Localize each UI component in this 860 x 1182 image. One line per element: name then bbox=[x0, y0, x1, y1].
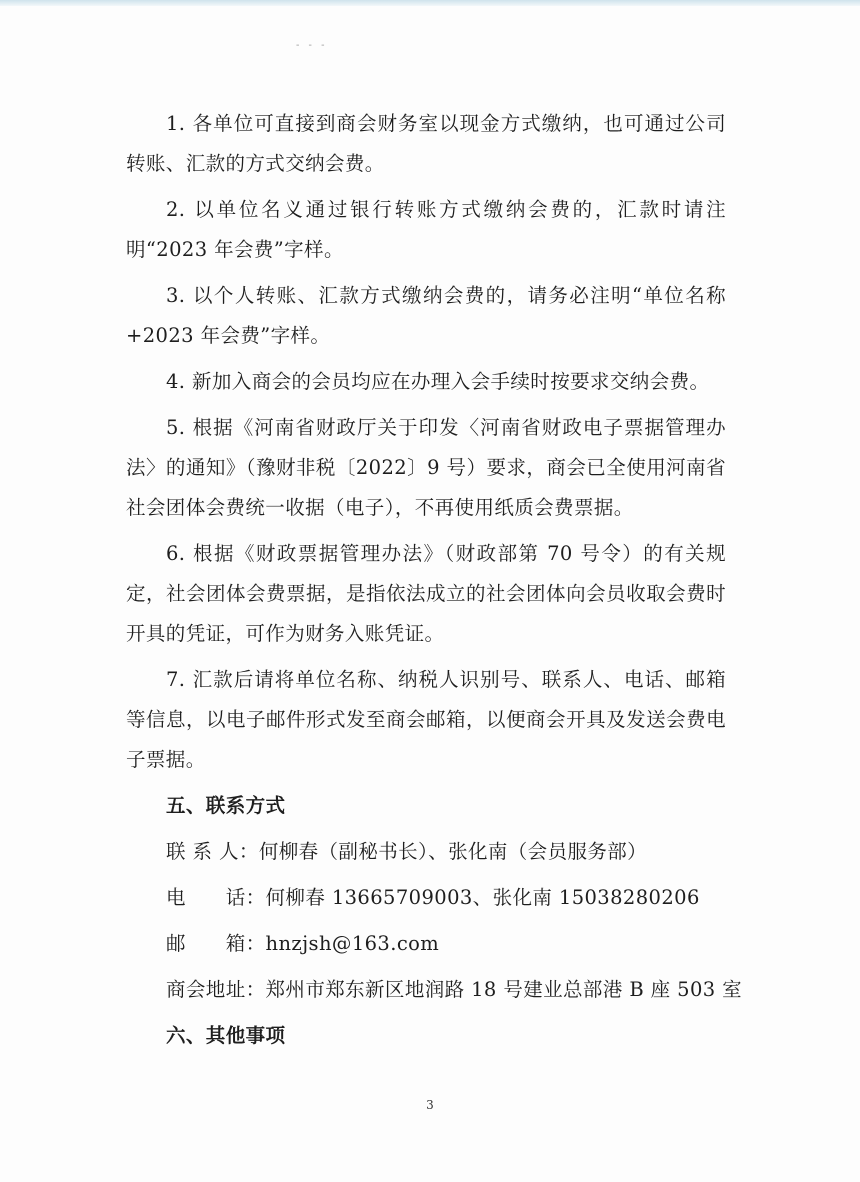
address-value: 郑州市郑东新区地润路 18 号建业总部港 B 座 503 室 bbox=[265, 978, 743, 1001]
email-label: 邮 箱： bbox=[166, 932, 266, 955]
phone-label: 电 话： bbox=[166, 886, 266, 909]
section-heading-contact: 五、联系方式 bbox=[166, 794, 286, 817]
email-line bbox=[126, 924, 726, 964]
paragraph-2: 2. 以单位名义通过银行转账方式缴纳会费的，汇款时请注明“2023 年会费”字样。 bbox=[126, 198, 726, 261]
contact-person-line bbox=[126, 832, 726, 872]
contact-person-label: 联 系 人： bbox=[166, 840, 259, 863]
phone-value: 何柳春 13665709003、张化南 15038280206 bbox=[265, 886, 700, 909]
section-heading-other: 六、其他事项 bbox=[166, 1024, 286, 1047]
contact-person-value: 何柳春（副秘书长）、张化南（会员服务部） bbox=[258, 840, 648, 863]
phone-line bbox=[126, 878, 726, 918]
paragraph-6: 6. 根据《财政票据管理办法》（财政部第 70 号令）的有关规定，社会团体会费票据，是指依法成立的社会团体向会员收取会费时开具的凭证，可作为财务入账凭证。 bbox=[126, 542, 726, 645]
page-number: 3 bbox=[426, 1098, 434, 1112]
address-label: 商会地址： bbox=[166, 978, 266, 1001]
paragraph-3: 3. 以个人转账、汇款方式缴纳会费的，请务必注明“单位名称+2023 年会费”字样。 bbox=[126, 284, 726, 347]
scan-artifact: - - - bbox=[296, 40, 328, 51]
paragraph-5: 5. 根据《河南省财政厅关于印发〈河南省财政电子票据管理办法〉的通知》（豫财非税〔2022〕9 号）要求，商会已全使用河南省社会团体会费统一收据（电子），不再使用纸质会费票据。 bbox=[126, 416, 726, 519]
paragraph-7: 7. 汇款后请将单位名称、纳税人识别号、联系人、电话、邮箱等信息，以电子邮件形式发至商会邮箱，以便商会开具及发送会费电子票据。 bbox=[126, 668, 726, 771]
document-body bbox=[126, 104, 743, 1062]
paragraph-1: 1. 各单位可直接到商会财务室以现金方式缴纳，也可通过公司转账、汇款的方式交纳会费。 bbox=[126, 112, 726, 175]
email-value: hnzjsh@163.com bbox=[265, 932, 440, 955]
scan-top-edge bbox=[0, 0, 860, 6]
paragraph-4: 4. 新加入商会的会员均应在办理入会手续时按要求交纳会费。 bbox=[166, 370, 710, 393]
address-line bbox=[126, 970, 743, 1010]
